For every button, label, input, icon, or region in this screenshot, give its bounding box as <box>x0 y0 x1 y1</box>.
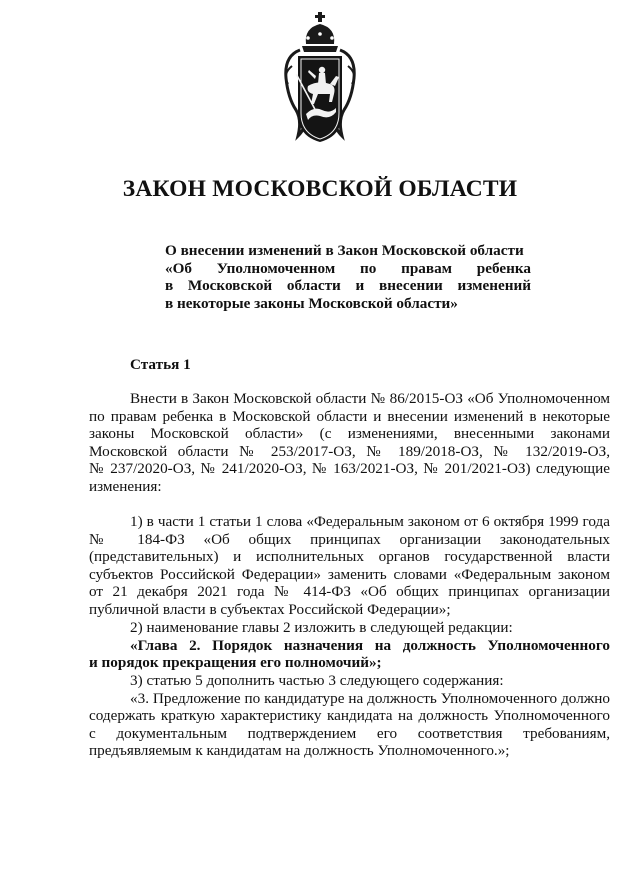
quoted-part-line: с документальным подтверждением его соответствия требованиям, <box>89 724 610 742</box>
document-title: ЗАКОН МОСКОВСКОЙ ОБЛАСТИ <box>122 176 518 202</box>
quoted-chapter-title-line: и порядок прекращения его полномочий»; <box>89 654 382 672</box>
item-3-paragraph <box>89 672 610 760</box>
item-2-paragraph <box>89 619 610 672</box>
law-subject <box>165 242 531 312</box>
subject-line: в некоторые законы Московской области» <box>165 294 458 312</box>
quoted-part-line: содержать краткую характеристику кандидата на должность Уполномоченного <box>89 707 610 725</box>
paragraph-line: изменения: <box>89 477 162 495</box>
subject-line: О внесении изменений в Закон Московской области <box>165 242 524 259</box>
paragraph-line: 1) в части 1 статьи 1 слова «Федеральным законом от 6 октября 1999 года <box>130 513 610 530</box>
quoted-part-line: предъявляемым к кандидатам на должность Уполномоченного.»; <box>89 742 510 760</box>
quoted-part-line: «3. Предложение по кандидатуре на должность Уполномоченного должно <box>130 689 610 707</box>
quoted-chapter-title-line: «Глава 2. Порядок назначения на должность Уполномоченного <box>130 636 610 654</box>
subject-line: «Об Уполномоченном по правам ребенка <box>165 259 531 277</box>
moscow-oblast-coat-of-arms-icon <box>278 10 362 150</box>
paragraph-line: (представительных) и исполнительных органов государственной власти <box>89 548 610 566</box>
paragraph-line: 3) статью 5 дополнить частью 3 следующего содержания: <box>130 672 504 689</box>
paragraph-line: публичной власти в субъектах Российской Федерации»; <box>89 600 451 618</box>
paragraph-line: законы Московской области» (с изменениями, внесенными законами <box>89 425 610 443</box>
intro-paragraph <box>89 390 610 496</box>
paragraph-line: от 21 декабря 2021 года № 414-ФЗ «Об общих принципах организации <box>89 583 610 601</box>
subject-line: в Московской области и внесении изменений <box>165 277 531 295</box>
item-1-paragraph <box>89 513 610 619</box>
paragraph-line: № 184-ФЗ «Об общих принципах организации законодательных <box>89 530 610 548</box>
paragraph-line: Внести в Закон Московской области № 86/2015-ОЗ «Об Уполномоченном <box>130 390 610 407</box>
paragraph-line: 2) наименование главы 2 изложить в следующей редакции: <box>130 619 513 636</box>
paragraph-line: Московской области № 253/2017-ОЗ, № 189/2018-ОЗ, № 132/2019-ОЗ, <box>89 442 610 460</box>
paragraph-line: по правам ребенка в Московской области и внесении изменений в некоторые <box>89 407 610 425</box>
paragraph-line: № 237/2020-ОЗ, № 241/2020-ОЗ, № 163/2021-ОЗ, № 201/2021-ОЗ) следующие <box>89 460 610 478</box>
paragraph-line: субъектов Российской Федерации» заменить словами «Федеральным законом <box>89 565 610 583</box>
article-heading: Статья 1 <box>130 356 191 373</box>
